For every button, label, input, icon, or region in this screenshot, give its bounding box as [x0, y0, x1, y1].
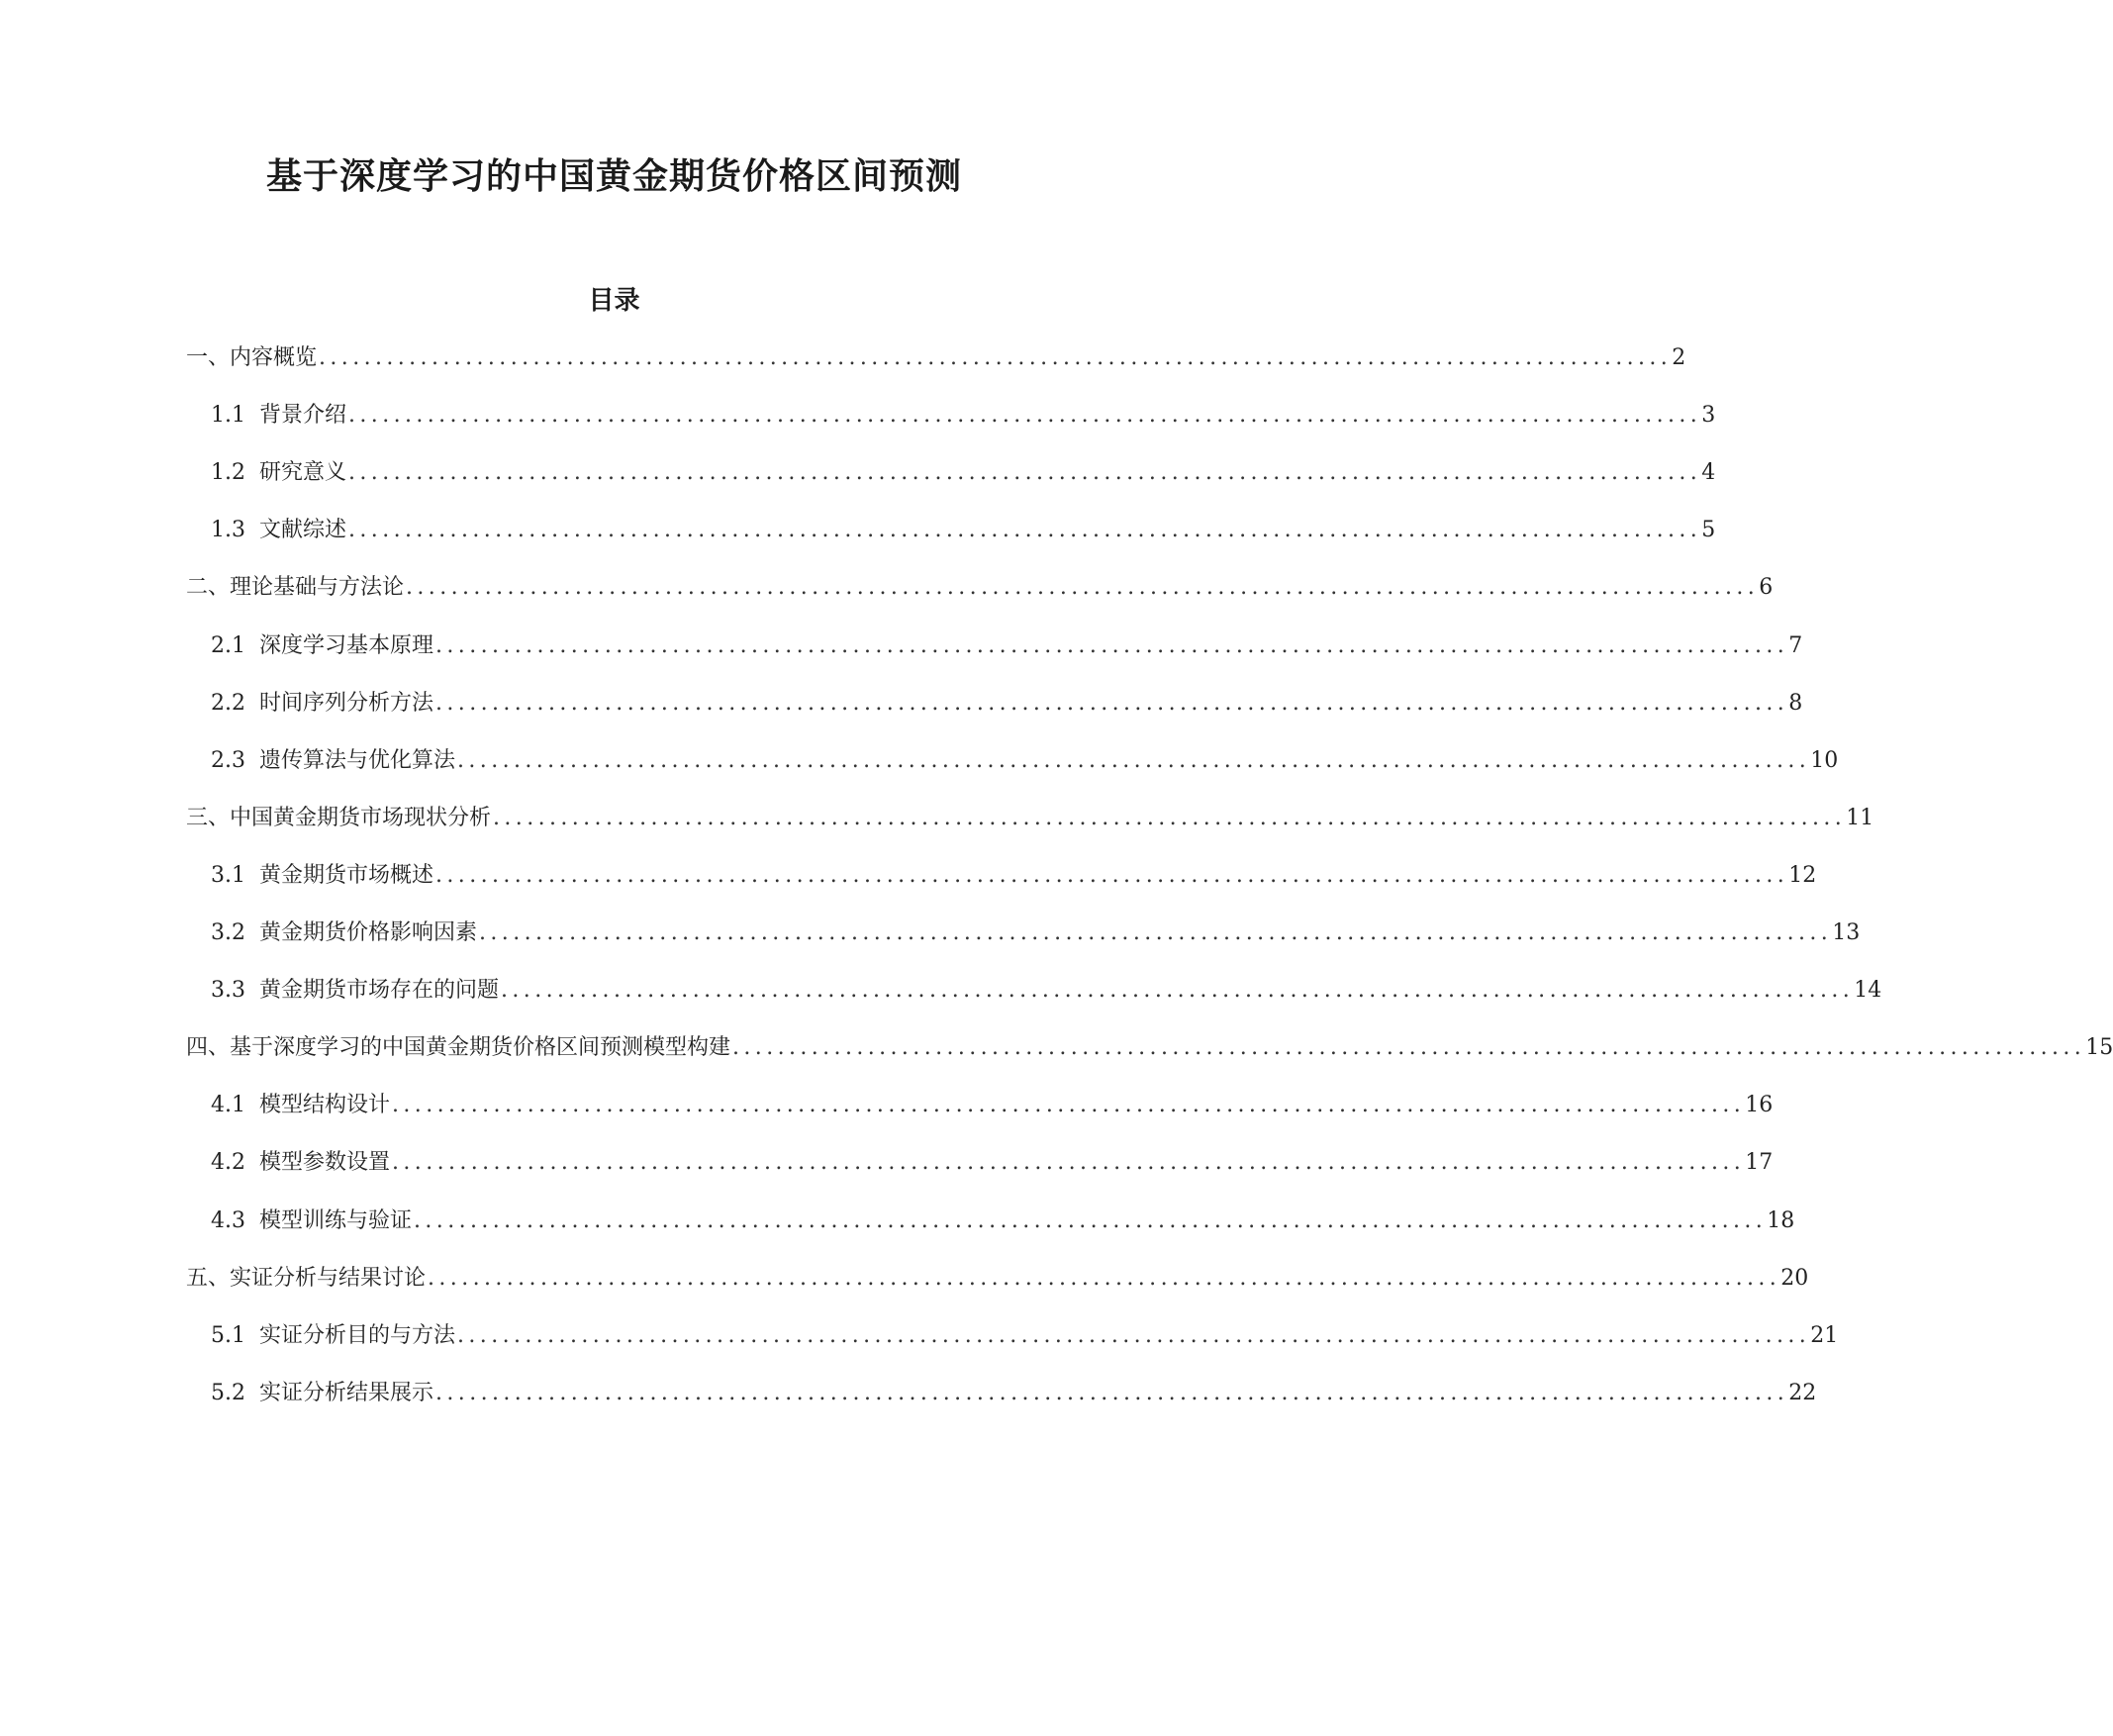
- toc-entry-title: 实证分析结果展示: [259, 1381, 434, 1405]
- toc-entry-number: 3.1: [211, 863, 245, 888]
- toc-entry-page-number: 10: [1810, 748, 1839, 773]
- toc-entry[interactable]: [211, 631, 1803, 661]
- toc-entry-title: 黄金期货市场存在的问题: [259, 978, 500, 1003]
- toc-entry-page-number: 3: [1701, 403, 1716, 428]
- toc-entry[interactable]: [211, 1091, 1774, 1120]
- toc-dot-leader: ........................................................................................................................: [435, 863, 1789, 888]
- toc-dot-leader: ........................................................................................................................: [319, 345, 1673, 370]
- toc-entry-number: 5.2: [211, 1381, 245, 1405]
- toc-entry-page-number: 5: [1701, 518, 1716, 542]
- toc-entry-title: 五、实证分析与结果讨论: [186, 1266, 427, 1291]
- toc-entry-page-number: 7: [1788, 633, 1803, 658]
- toc-dot-leader: ........................................................................................................................: [457, 748, 1811, 773]
- toc-entry-title: 四、基于深度学习的中国黄金期货价格区间预测模型构建: [186, 1035, 731, 1060]
- toc-entry[interactable]: [186, 1033, 2113, 1063]
- toc-entry-title: 一、内容概览: [186, 345, 318, 370]
- toc-entry-title: 模型训练与验证: [259, 1208, 413, 1233]
- toc-entry-number: 1.3: [211, 518, 245, 542]
- toc-entry-title: 深度学习基本原理: [259, 633, 434, 658]
- toc-dot-leader: ........................................................................................................................: [414, 1208, 1768, 1233]
- toc-entry-page-number: 20: [1780, 1266, 1809, 1291]
- toc-entry-page-number: 11: [1846, 806, 1874, 830]
- toc-entry[interactable]: [211, 918, 1861, 948]
- toc-dot-leader: ........................................................................................................................: [348, 518, 1702, 542]
- toc-entry[interactable]: [211, 861, 1817, 891]
- toc-entry[interactable]: [211, 1321, 1839, 1351]
- toc-entry[interactable]: [211, 746, 1839, 776]
- toc-entry[interactable]: [186, 1264, 1809, 1294]
- toc-entry-page-number: 12: [1788, 863, 1817, 888]
- toc-entry[interactable]: [211, 1379, 1817, 1408]
- toc-entry-title: 模型结构设计: [259, 1093, 391, 1117]
- toc-entry-page-number: 14: [1854, 978, 1882, 1003]
- toc-entry-title: 三、中国黄金期货市场现状分析: [186, 806, 492, 830]
- toc-entry-title: 背景介绍: [259, 403, 347, 428]
- document-title: 基于深度学习的中国黄金期货价格区间预测: [265, 155, 962, 197]
- toc-entry[interactable]: [211, 689, 1803, 719]
- toc-entry-number: 1.2: [211, 460, 245, 485]
- toc-dot-leader: ........................................................................................................................: [732, 1035, 2086, 1060]
- toc-dot-leader: ........................................................................................................................: [348, 403, 1702, 428]
- toc-entry-number: 2.1: [211, 633, 245, 658]
- toc-entry[interactable]: [211, 401, 1716, 431]
- toc-entry[interactable]: [211, 458, 1716, 488]
- toc-entry[interactable]: [186, 343, 1686, 373]
- toc-entry-page-number: 6: [1759, 575, 1774, 600]
- toc-entry-title: 研究意义: [259, 460, 347, 485]
- toc-entry-title: 时间序列分析方法: [259, 691, 434, 716]
- toc-entry-title: 黄金期货市场概述: [259, 863, 434, 888]
- toc-dot-leader: ........................................................................................................................: [392, 1150, 1746, 1175]
- toc-entry-page-number: 15: [2085, 1035, 2113, 1060]
- toc-dot-leader: ........................................................................................................................: [501, 978, 1855, 1003]
- toc-entry-number: 4.2: [211, 1150, 245, 1175]
- toc-entry-title: 黄金期货价格影响因素: [259, 920, 478, 945]
- toc-dot-leader: ........................................................................................................................: [435, 633, 1789, 658]
- toc-dot-leader: ........................................................................................................................: [457, 1323, 1811, 1348]
- toc-entry-title: 二、理论基础与方法论: [186, 575, 405, 600]
- toc-dot-leader: ........................................................................................................................: [479, 920, 1833, 945]
- toc-dot-leader: ........................................................................................................................: [406, 575, 1760, 600]
- toc-entry-title: 实证分析目的与方法: [259, 1323, 456, 1348]
- toc-entry-number: 2.2: [211, 691, 245, 716]
- toc-entry-title: 模型参数设置: [259, 1150, 391, 1175]
- toc-dot-leader: ........................................................................................................................: [392, 1093, 1746, 1117]
- toc-entry[interactable]: [186, 573, 1774, 603]
- toc-entry[interactable]: [186, 804, 1874, 833]
- toc-entry-page-number: 22: [1788, 1381, 1817, 1405]
- toc-entry[interactable]: [211, 516, 1716, 545]
- toc-entry-page-number: 18: [1767, 1208, 1795, 1233]
- toc-entry-page-number: 2: [1672, 345, 1686, 370]
- toc-entry-title: 文献综述: [259, 518, 347, 542]
- toc-entry-number: 1.1: [211, 403, 245, 428]
- toc-entry-page-number: 16: [1745, 1093, 1774, 1117]
- toc-entry[interactable]: [211, 1206, 1795, 1236]
- toc-entry-page-number: 17: [1745, 1150, 1774, 1175]
- toc-entry-page-number: 4: [1701, 460, 1716, 485]
- toc-dot-leader: ........................................................................................................................: [435, 691, 1789, 716]
- toc-entry[interactable]: [211, 1148, 1774, 1178]
- toc-entry-number: 2.3: [211, 748, 245, 773]
- toc-entry-number: 4.3: [211, 1208, 245, 1233]
- toc-entry-number: 3.2: [211, 920, 245, 945]
- toc-entry-number: 3.3: [211, 978, 245, 1003]
- toc-dot-leader: ........................................................................................................................: [493, 806, 1847, 830]
- toc-dot-leader: ........................................................................................................................: [348, 460, 1702, 485]
- toc-entry[interactable]: [211, 976, 1882, 1006]
- toc-heading: 目录: [588, 286, 640, 316]
- toc-dot-leader: ........................................................................................................................: [428, 1266, 1781, 1291]
- toc-entry-page-number: 8: [1788, 691, 1803, 716]
- toc-entry-number: 4.1: [211, 1093, 245, 1117]
- toc-entry-page-number: 21: [1810, 1323, 1839, 1348]
- toc-dot-leader: ........................................................................................................................: [435, 1381, 1789, 1405]
- toc-entry-number: 5.1: [211, 1323, 245, 1348]
- toc-entry-title: 遗传算法与优化算法: [259, 748, 456, 773]
- toc-entry-page-number: 13: [1832, 920, 1861, 945]
